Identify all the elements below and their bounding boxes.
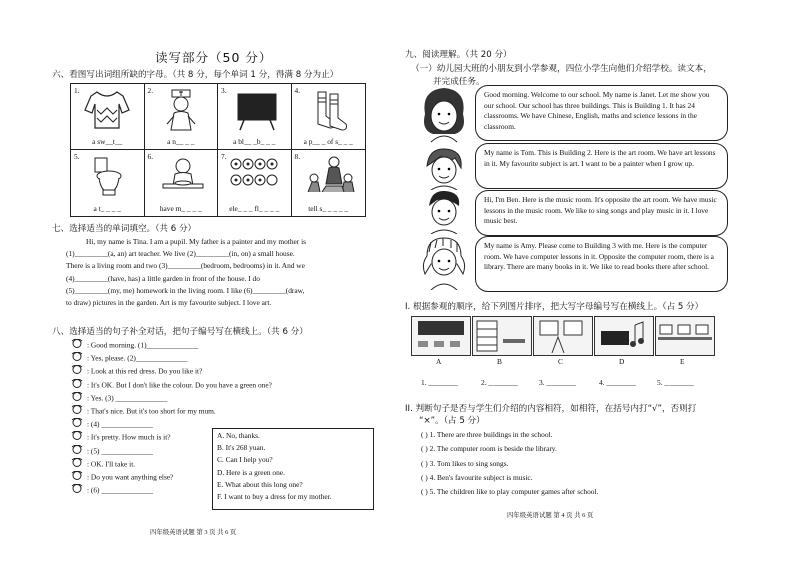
dialogue-line: : Yes, please. (2)______________ [70,352,272,365]
blackboard-icon [230,88,280,132]
student-tom-icon [419,146,469,190]
picture-label-e: E [680,357,685,366]
task-2-title: II. 判断句子是否与学生们介绍的内容相符，如相符，在括号内打“√”，否则打 [405,404,697,414]
reading-intro-cont: 并完成任务。 [433,77,485,87]
toilet-icon [83,154,131,198]
picture-d [594,316,654,356]
option-item: B. It's 268 yuan. [217,443,266,453]
speaker-face-icon [70,339,84,352]
cloze-passage [66,236,366,309]
order-blank-4[interactable]: 4. ________ [599,378,636,387]
student-amy-icon [417,234,471,290]
reading-intro: （一）幼儿园大班的小朋友到小学参观，四位小学生向他们介绍学校。读文本， [411,64,712,74]
judgement-list [421,428,598,499]
right-page [397,0,794,562]
grid-cell-3: 3. a bl__ _b_ _ _ [218,84,292,150]
speech-bubble-amy: My name is Amy. Please come to Building 3 with me. Here is the computer room. We have computer lessons in it. Opposite the computer room, there is a library. There are many books in it. We like to read books there after school. [475,236,728,292]
passage-line: Hi, my name is Tina. I am a pupil. My father is a painter and my mother is [86,237,307,246]
picture-b [472,316,532,356]
dialogue-line: : Look at this red dress. Do you like it? [70,365,272,378]
passage-line: (1)_________(a, an) art teacher. We live (2)_________(in, on) a small house. [66,249,295,259]
task-1-title: I. 根据参观的顺序，给下列图片排序，把大写字母编号写在横线上。（占 5 分） [405,302,704,312]
music-room-picture [595,317,653,355]
speaker-face-icon [70,471,84,484]
speaker-face-icon [70,458,84,471]
picture-e [655,316,715,356]
dialogue-line: : Do you want anything else? [70,471,272,484]
dialogue-line: : It's pretty. How much is it? [70,431,272,444]
art-room-picture [534,317,592,355]
speaker-face-icon [70,392,84,405]
order-blank-1[interactable]: 1. ________ [421,378,458,387]
story-icon [304,154,356,198]
computer-room-picture [656,317,714,355]
grid-cell-8: 8. tell s_ _ _ _ _ [292,150,366,216]
picture-label-a: A [436,357,442,366]
grid-cell-6: 6. have m_ _ _ _ [145,150,219,216]
order-blank-2[interactable]: 2. ________ [481,378,518,387]
speech-bubble-janet: Good morning. Welcome to our school. My name is Janet. Let me show you our school. Our school has three buildings. This is Building 1. It has 24 classrooms. We have Chinese, English, maths and science lessons in the classroom. [475,85,728,141]
speaker-face-icon [70,431,84,444]
grid-cell-7: 7. ele_ _ _ fl_ _ _ _ [218,150,292,216]
section-7-title: 七、选择适当的单词填空。（共 6 分） [52,224,197,234]
option-item: C. Can I help you? [217,455,273,465]
judgement-item[interactable]: ( ) 4. Ben's favourite subject is music. [421,472,533,482]
option-item: E. What about this long one? [217,479,303,489]
picture-label-c: C [558,357,563,366]
section-9-title: 九、阅读理解。（共 20 分） [405,50,512,60]
sweater-icon [83,88,131,132]
speaker-face-icon [70,405,84,418]
option-item: A. No, thanks. [217,431,260,440]
judgement-item[interactable]: ( ) 2. The computer room is beside the library. [421,444,557,454]
picture-word-grid [70,83,366,217]
dialogue-line: : Good morning. (1)______________ [70,339,272,352]
task-2-title-cont: “×”。（占 5 分） [419,416,485,426]
passage-line: (4)_________(have, has) a little garden in front of the house. I do [66,273,260,283]
order-blank-3[interactable]: 3. ________ [539,378,576,387]
options-box [212,428,374,510]
section-8-title: 八、选择适当的句子补全对话，把句子编号写在横线上。（共 6 分） [52,327,308,337]
speech-bubble-ben: Hi, I'm Ben. Here is the music room. It's opposite the art room. We have music lessons in the music room. We like to sing songs and play music in it. I love music best. [475,190,728,236]
picture-a [411,316,471,356]
judgement-item[interactable]: ( ) 3. Tom likes to sing songs. [421,458,509,468]
order-blank-5[interactable]: 5. ________ [657,378,694,387]
page-footer: 四年级英语试题 第 3 页 共 6 页 [150,529,237,536]
speaker-face-icon [70,352,84,365]
page-title: 读写部分（50 分） [155,50,273,65]
section-6-title: 六、看图写出词组所缺的字母。（共 8 分，每个单词 1 分，得满 8 分为止） [52,70,339,80]
judgement-item[interactable]: ( ) 5. The children like to play computer games after school. [421,487,599,497]
meals-icon [157,154,205,198]
passage-line: There is a living room and two (3)_________(bedroom, bedrooms) in it. And we [66,261,305,271]
socks-icon [304,88,352,132]
speaker-face-icon [70,484,84,497]
option-item: F. I want to buy a dress for my mother. [217,492,332,502]
page-footer: 四年级英语试题 第 4 页 共 6 页 [507,512,594,519]
dialogue-line: : OK. I'll take it. [70,458,272,471]
flowers-icon [230,154,282,198]
student-janet-icon [417,84,471,144]
speaker-face-icon [70,445,84,458]
judgement-item[interactable]: ( ) 1. There are three buildings in the school. [421,430,553,439]
speaker-face-icon [70,365,84,378]
passage-line: (5)_________(my, me) homework in the living room. I like (6)_________(draw, [66,285,305,295]
dialogue-line: : (5) ______________ [70,445,272,458]
library-picture [473,317,531,355]
dialogue-line: : Yes. (3) ______________ [70,392,272,405]
student-ben-icon [419,188,469,234]
dialogue-line: : (4) ______________ [70,418,272,431]
dialogue-line: : (6) ______________ [70,484,272,497]
picture-label-d: D [619,357,625,366]
passage-line: to draw) pictures in the garden. Art is my favourite subject. I love art. [66,298,272,308]
option-item: D. Here is a green one. [217,467,285,477]
classroom-picture [412,317,470,355]
grid-cell-5: 5. a t_ _ _ _ [71,150,145,216]
grid-cell-1: 1. a sw__t__ [71,84,145,150]
picture-label-b: B [497,357,502,366]
grid-cell-4: 4. a p__ _ of s_ _ _ [292,84,366,150]
picture-c [533,316,593,356]
dialogue-line: : That's nice. But it's too short for my mum. [70,405,272,418]
speaker-face-icon [70,418,84,431]
nurse-icon [157,88,205,134]
grid-cell-2: 2. a n__ _ _ [145,84,219,150]
speaker-face-icon [70,379,84,392]
speech-bubble-tom: My name is Tom. This is Building 2. Here is the art room. We have art lessons in it. My favourite subject is art. I want to be a painter when I grow up. [475,143,728,189]
dialogue-line: : It's OK. But I don't like the colour. Do you have a green one? [70,379,272,392]
